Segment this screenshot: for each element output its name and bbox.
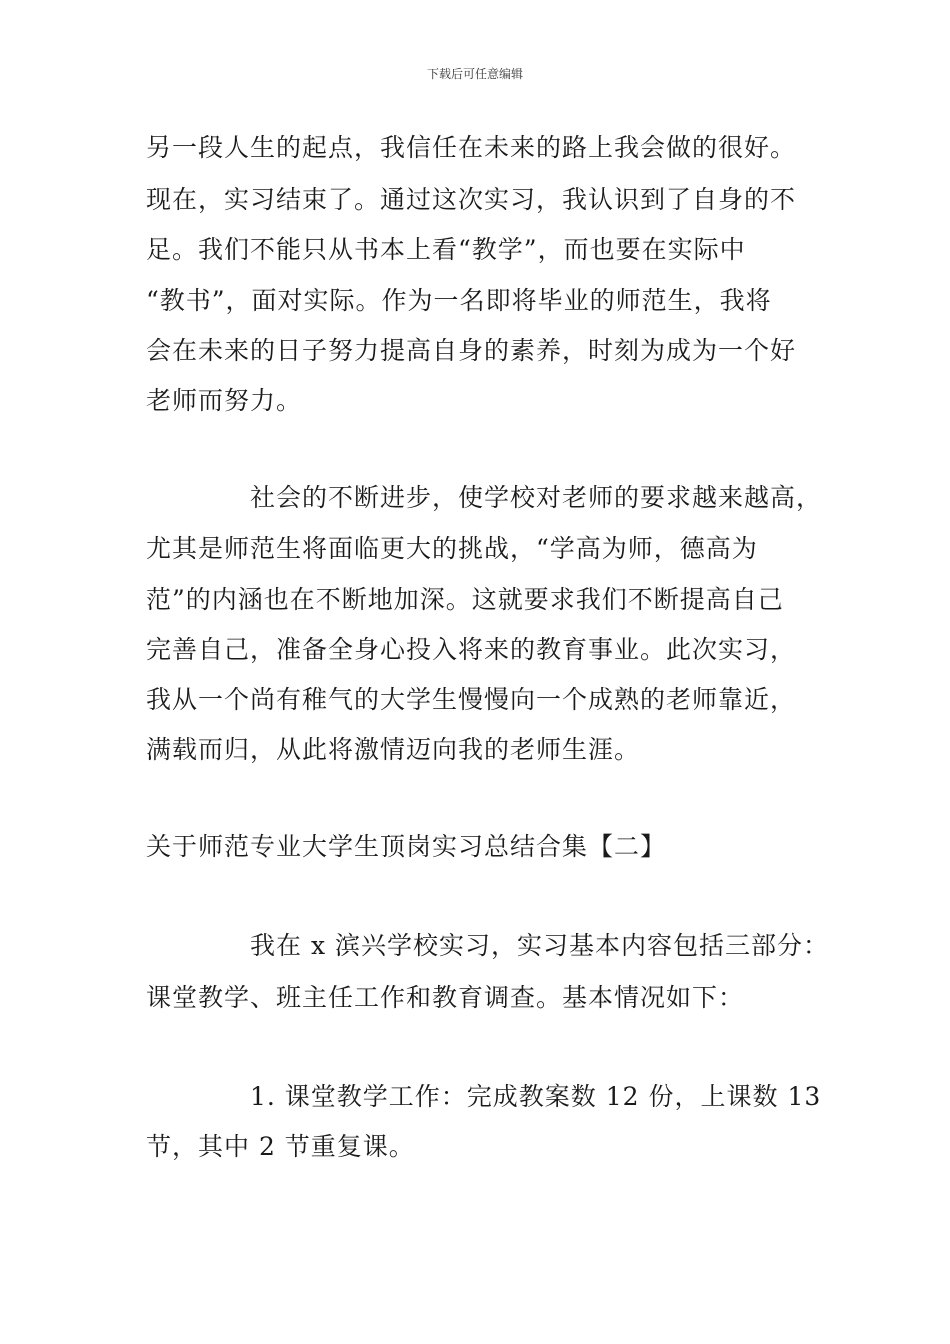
paragraph-line: 现在，实习结束了。通过这次实习，我认识到了自身的不 — [146, 185, 797, 214]
paragraph-line: 我在 x 滨兴学校实习，实习基本内容包括三部分： — [250, 931, 829, 960]
paragraph-line: 完善自己，准备全身心投入将来的教育事业。此次实习， — [146, 635, 797, 664]
paragraph-line: 另一段人生的起点，我信任在未来的路上我会做的很好。 — [146, 133, 797, 162]
paragraph-line: “教书”，面对实际。作为一名即将毕业的师范生，我将 — [146, 286, 772, 315]
paragraph-line: 满载而归，从此将激情迈向我的老师生涯。 — [146, 735, 641, 764]
paragraph-line: 课堂教学、班主任工作和教育调查。基本情况如下： — [146, 983, 745, 1012]
paragraph-line: 尤其是师范生将面临更大的挑战，“学高为师，德高为 — [146, 534, 758, 563]
paragraph-line: 节，其中 2 节重复课。 — [146, 1132, 415, 1161]
paragraph-line: 老师而努力。 — [146, 386, 303, 415]
paragraph-line: 范”的内涵也在不断地加深。这就要求我们不断提高自己 — [146, 585, 784, 614]
header-note: 下载后可任意编辑 — [426, 67, 523, 81]
paragraph-line: 足。我们不能只从书本上看“教学”，而也要在实际中 — [146, 235, 746, 264]
paragraph-line: 1. 课堂教学工作：完成教案数 12 份，上课数 13 — [250, 1082, 822, 1111]
section-heading: 关于师范专业大学生顶岗实习总结合集【二】 — [146, 832, 667, 861]
paragraph-line: 会在未来的日子努力提高自身的素养，时刻为成为一个好 — [146, 336, 797, 365]
paragraph-line: 我从一个尚有稚气的大学生慢慢向一个成熟的老师靠近， — [146, 685, 797, 714]
paragraph-line: 社会的不断进步，使学校对老师的要求越来越高， — [250, 483, 823, 512]
